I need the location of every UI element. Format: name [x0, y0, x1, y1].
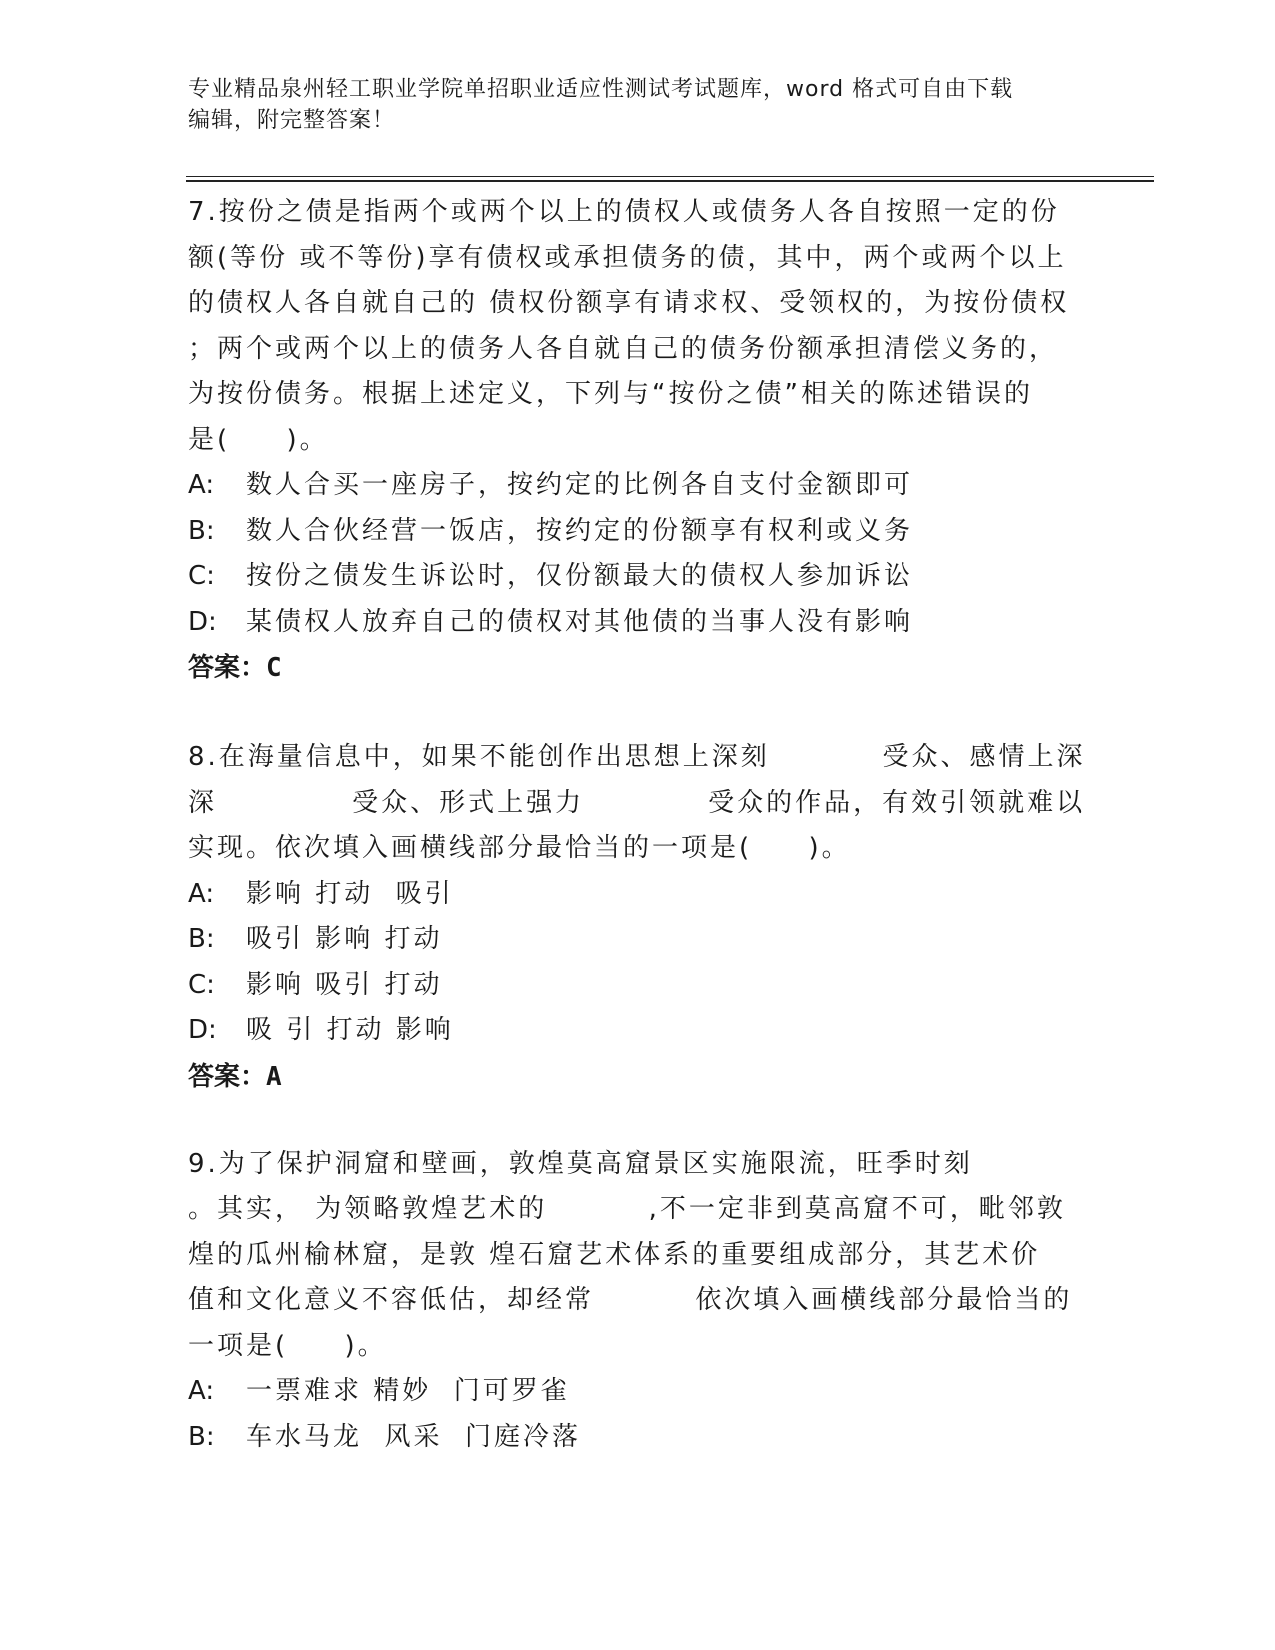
header-line-2: 编辑，附完整答案！	[188, 108, 396, 133]
question-8-line-2: 深 受众、形式上强力 受众的作品，有效引领就难以	[188, 787, 1086, 818]
option-text: 数人合买一座房子，按约定的比例各自支付金额即可	[246, 470, 914, 500]
option-text: 一票难求 精妙 门可罗雀	[246, 1376, 570, 1406]
question-9-option-a	[188, 1369, 1088, 1415]
header-rule-thin	[186, 176, 1154, 177]
question-9-option-b	[188, 1415, 1088, 1461]
option-label: D:	[188, 606, 217, 637]
question-7-line-5: 为按份债务。根据上述定义，下列与“按份之债”相关的陈述错误的	[188, 379, 1033, 409]
question-7-answer: 答案：C	[188, 653, 282, 683]
option-text: 车水马龙 风采 门庭冷落	[246, 1421, 582, 1452]
question-8-option-a	[188, 872, 1088, 918]
question-9-line-4: 值和文化意义不容低估，却经常 依次填入画横线部分最恰当的	[188, 1285, 1073, 1315]
question-7-line-4: ；两个或两个以上的债务人各自就自己的债务份额承担清偿义务的，	[188, 333, 1059, 364]
question-9-line-3: 煌的瓜州榆林窟，是敦 煌石窟艺术体系的重要组成部分，其艺术价	[188, 1239, 1041, 1270]
option-text: 数人合伙经营一饭店，按约定的份额享有权利或义务	[246, 515, 914, 546]
option-text: 影响 吸引 打动	[246, 969, 443, 1000]
question-list	[188, 190, 1088, 1460]
option-label: C:	[188, 969, 215, 1000]
option-label: B:	[188, 1421, 215, 1452]
option-text: 按份之债发生诉讼时，仅份额最大的债权人参加诉讼	[246, 561, 914, 591]
question-8-line-1: 8.在海量信息中，如果不能创作出思想上深刻 受众、感情上深	[188, 742, 1086, 772]
question-9-line-1: 9.为了保护洞窟和壁画，敦煌莫高窟景区实施限流，旺季时刻	[188, 1148, 973, 1179]
option-label: B:	[188, 515, 215, 546]
question-9	[188, 1142, 1088, 1461]
option-label: A:	[188, 1376, 215, 1406]
question-7-option-a	[188, 463, 1088, 509]
spacer	[188, 1100, 1088, 1142]
option-label: C:	[188, 561, 215, 591]
question-7-line-1: 7.按份之债是指两个或两个以上的债权人或债务人各自按照一定的份	[188, 197, 1060, 227]
question-8-line-3: 实现。依次填入画横线部分最恰当的一项是( )。	[188, 833, 851, 863]
question-9-line-5: 一项是( )。	[188, 1330, 387, 1361]
question-8-answer: 答案：A	[188, 1061, 282, 1092]
question-7-option-b	[188, 509, 1088, 555]
question-9-line-2: 。其实， 为领略敦煌艺术的 ,不一定非到莫高窟不可，毗邻敦	[188, 1194, 1066, 1224]
question-7	[188, 190, 1088, 691]
option-text: 某债权人放弃自己的债权对其他债的当事人没有影响	[246, 606, 914, 637]
option-label: B:	[188, 924, 215, 954]
question-8-option-b	[188, 917, 1088, 963]
question-7-line-3: 的债权人各自就自己的 债权份额享有请求权、受领权的，为按份债权	[188, 288, 1070, 318]
question-8-option-d	[188, 1008, 1088, 1054]
question-7-option-d	[188, 600, 1088, 646]
option-text: 吸 引 打动 影响	[246, 1015, 454, 1045]
option-text: 影响 打动 吸引	[246, 878, 454, 909]
document-header	[188, 74, 1068, 136]
option-label: D:	[188, 1015, 217, 1045]
option-label: A:	[188, 470, 215, 500]
question-8	[188, 735, 1088, 1100]
spacer	[188, 691, 1088, 735]
header-rule-thick	[186, 180, 1154, 182]
option-text: 吸引 影响 打动	[246, 924, 443, 954]
question-7-option-c	[188, 554, 1088, 600]
question-7-line-6: 是( )。	[188, 424, 329, 455]
question-7-line-2: 额(等份 或不等份)享有债权或承担债务的债，其中，两个或两个以上	[188, 242, 1067, 273]
option-label: A:	[188, 878, 215, 909]
header-line-1: 专业精品泉州轻工职业学院单招职业适应性测试考试题库，word 格式可自由下载	[188, 77, 1014, 102]
question-8-option-c	[188, 963, 1088, 1009]
